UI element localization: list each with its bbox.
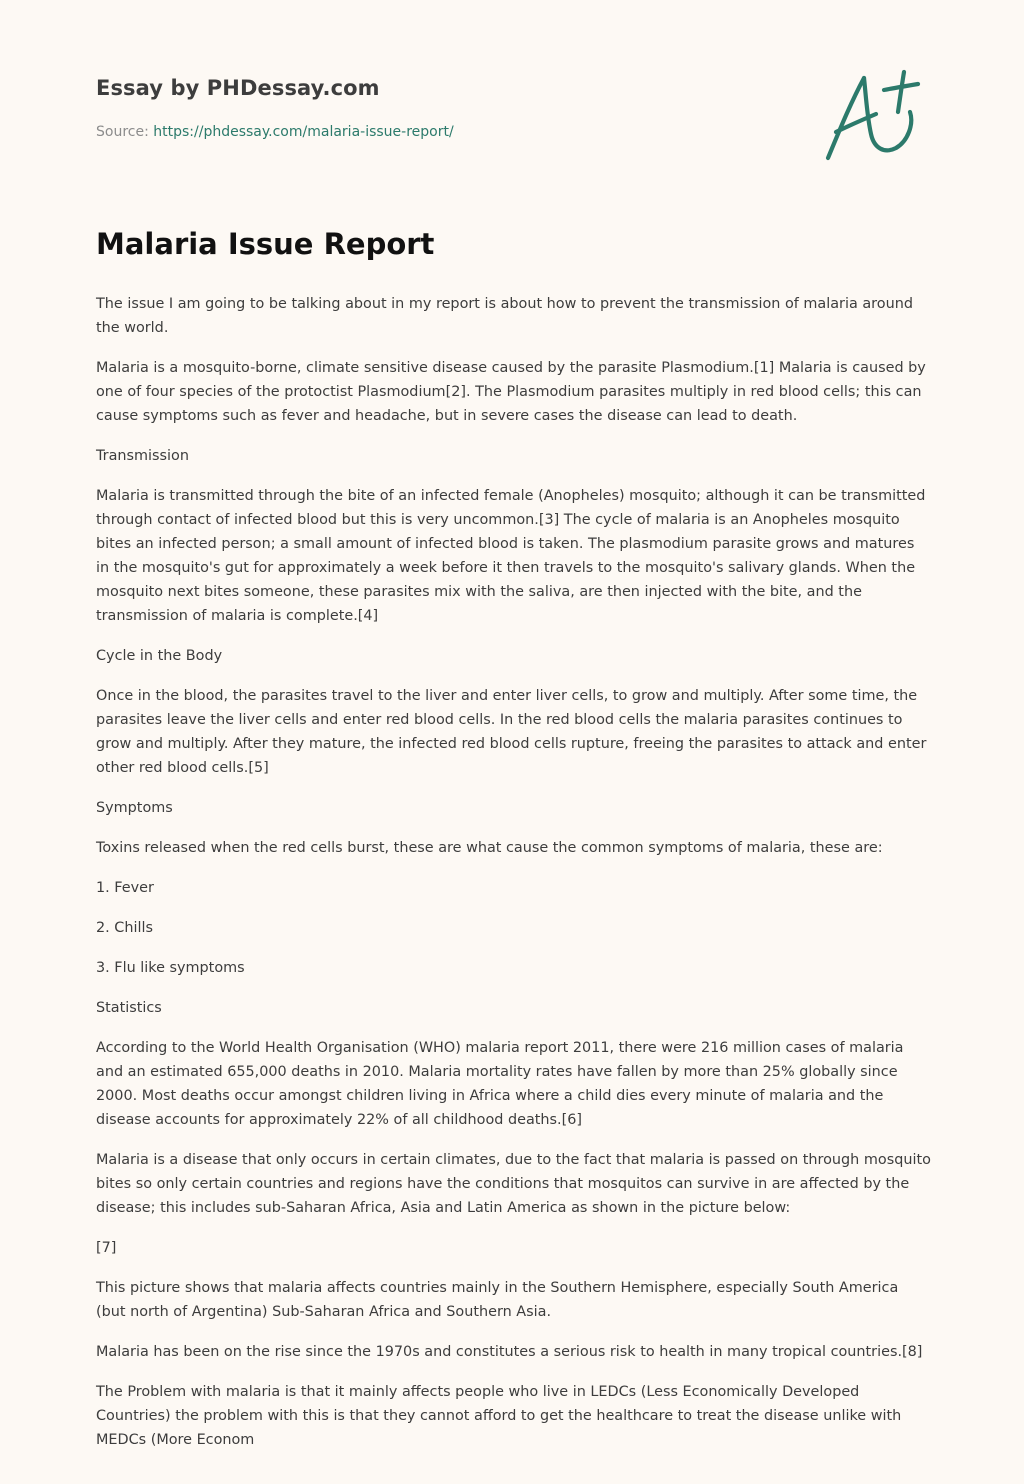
paragraph: The issue I am going to be talking about in my report is about how to prevent the transmission of malaria around the world.	[96, 296, 913, 336]
section-heading: Statistics	[96, 1000, 162, 1016]
image-citation: [7]	[96, 1240, 117, 1256]
list-item: 3. Flu like symptoms	[96, 960, 245, 976]
source-link[interactable]: https://phdessay.com/malaria-issue-report/	[153, 124, 454, 140]
paragraph: Malaria is a disease that only occurs in certain climates, due to the fact that malaria is passed on through mosquito bites so only certain countries and regions have the conditions that mosquitos can survive in are affected by the disease; this includes sub-Saharan Africa, Asia and Latin America as shown in the picture below:	[96, 1152, 931, 1216]
article	[96, 222, 932, 1468]
section-heading: Cycle in the Body	[96, 648, 223, 664]
paragraph: This picture shows that malaria affects countries mainly in the Southern Hemisphere, especially South America (but north of Argentina) Sub-Saharan Africa and Southern Asia.	[96, 1280, 899, 1320]
list-item: 1. Fever	[96, 880, 154, 896]
document-title: Malaria Issue Report	[96, 227, 435, 261]
source-label: Source:	[96, 124, 154, 140]
paragraph: Malaria is transmitted through the bite of an infected female (Anopheles) mosquito; although it can be transmitted through contact of infected blood but this is very uncommon.[3] The cycle of malaria is an Anopheles mosquito bites an infected person; a small amount of infected blood is taken. The plasmodium parasite grows and matures in the mosquito's gut for approximately a week before it then travels to the mosquito's salivary glands. When the mosquito next bites someone, these parasites mix with the saliva, are then injected with the bite, and the transmission of malaria is complete.[4]	[96, 488, 926, 624]
source-line	[96, 124, 454, 140]
paragraph: Malaria has been on the rise since the 1970s and constitutes a serious risk to health in many tropical countries.[8]	[96, 1344, 923, 1360]
site-title: Essay by PHDessay.com	[96, 76, 380, 100]
list-item: 2. Chills	[96, 920, 153, 936]
paragraph: Malaria is a mosquito-borne, climate sensitive disease caused by the parasite Plasmodium.[1] Malaria is caused by one of four species of the protoctist Plasmodium[2]. The Plasmodium parasites multiply in red blood cells; this can cause symptoms such as fever and headache, but in severe cases the disease can lead to death.	[96, 360, 926, 424]
a-plus-logo-icon	[822, 66, 930, 166]
article-body	[96, 292, 932, 1452]
section-heading: Transmission	[96, 448, 189, 464]
paragraph: According to the World Health Organisation (WHO) malaria report 2011, there were 216 million cases of malaria and an estimated 655,000 deaths in 2010. Malaria mortality rates have fallen by more than 25% globally since 2000. Most deaths occur amongst children living in Africa where a child dies every minute of malaria and the disease accounts for approximately 22% of all childhood deaths.[6]	[96, 1040, 904, 1128]
page-header	[96, 0, 928, 180]
section-heading: Symptoms	[96, 800, 173, 816]
paragraph: Once in the blood, the parasites travel to the liver and enter liver cells, to grow and multiply. After some time, the parasites leave the liver cells and enter red blood cells. In the red blood cells the malaria parasites continues to grow and multiply. After they mature, the infected red blood cells rupture, freeing the parasites to attack and enter other red blood cells.[5]	[96, 688, 927, 776]
paragraph: Toxins released when the red cells burst, these are what cause the common symptoms of malaria, these are:	[96, 840, 883, 856]
paragraph: The Problem with malaria is that it mainly affects people who live in LEDCs (Less Economically Developed Countries) the problem with this is that they cannot afford to get the healthcare to treat the disease unlike with MEDCs (More Econom	[96, 1384, 902, 1448]
